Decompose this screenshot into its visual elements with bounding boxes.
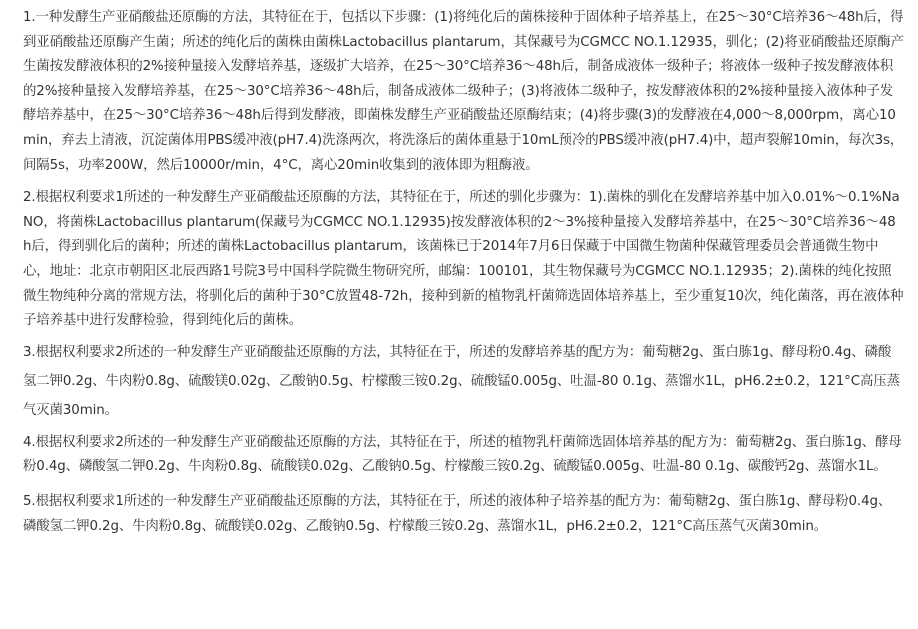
claim-3: 3.根据权利要求2所述的一种发酵生产亚硝酸盐还原酶的方法，其特征在于，所述的发酵培养基的配方为：葡萄糖2g、蛋白胨1g、酵母粉0.4g、磷酸氢二钾0.2g、牛肉粉0.8g、硫酸镁0.02g、乙酸钠0.5g、柠檬酸三铵0.2g、硫酸锰0.005g、吐温-80 0.1g、蒸馏水1L，pH6.2±0.2，121°C高压蒸气灭菌30min。	[23, 344, 900, 418]
claim-2: 2.根据权利要求1所述的一种发酵生产亚硝酸盐还原酶的方法，其特征在于，所述的驯化步骤为：1).菌株的驯化在发酵培养基中加入0.01%～0.1%NaNO，将菌株Lactobacillus plantarum(保藏号为CGMCC NO.1.12935)按发酵液体积的2～3%接种量接入发酵培养基中，在25～30°C培养36～48h后，得到驯化后的菌种；所述的菌株Lactobacillus plantarum，该菌株已于2014年7月6日保藏于中国微生物菌种保藏管理委员会普通微生物中心，地址：北京市朝阳区北辰西路1号院3号中国科学院微生物研究所，邮编：100101，其生物保藏号为CGMCC NO.1.12935；2).菌株的纯化按照微生物纯种分离的常规方法，将驯化后的菌种于30°C放置48-72h，接种到新的植物乳杆菌筛选固体培养基上，至少重复10次，纯化菌落，再在液体种子培养基中进行发酵检验，得到纯化后的菌株。	[23, 190, 904, 329]
claim-4: 4.根据权利要求2所述的一种发酵生产亚硝酸盐还原酶的方法，其特征在于，所述的植物乳杆菌筛选固体培养基的配方为：葡萄糖2g、蛋白胨1g、酵母粉0.4g、磷酸氢二钾0.2g、牛肉粉0.8g、硫酸镁0.02g、乙酸钠0.5g、柠檬酸三铵0.2g、硫酸锰0.005g、吐温-80 0.1g、碳酸钙2g、蒸馏水1L。	[23, 434, 902, 475]
claim-5: 5.根据权利要求1所述的一种发酵生产亚硝酸盐还原酶的方法，其特征在于，所述的液体种子培养基的配方为：葡萄糖2g、蛋白胨1g、酵母粉0.4g、磷酸氢二钾0.2g、牛肉粉0.8g、硫酸镁0.02g、乙酸钠0.5g、柠檬酸三铵0.2g、蒸馏水1L，pH6.2±0.2，121°C高压蒸气灭菌30min。	[23, 493, 892, 534]
claim-1: 1.一种发酵生产亚硝酸盐还原酶的方法，其特征在于，包括以下步骤：(1)将纯化后的菌株接种于固体种子培养基上，在25～30°C培养36～48h后，得到亚硝酸盐还原酶产生菌；所述的纯化后的菌株由菌株Lactobacillus plantarum，其保藏号为CGMCC NO.1.12935，驯化；(2)将亚硝酸盐还原酶产生菌按发酵液体积的2%接种量接入发酵培养基，逐级扩大培养，在25～30°C培养36～48h后，制备成液体一级种子；将液体一级种子按发酵液体积的2%接种量接入发酵培养基，在25～30°C培养36～48h后，制备成液体二级种子；(3)将液体二级种子，按发酵液体积的2%接种量接入液体种子发酵培养基中，在25～30°C培养36～48h后得到发酵液，即菌株发酵生产亚硝酸盐还原酶结束；(4)将步骤(3)的发酵液在4,000～8,000rpm，离心10min，弃去上清液，沉淀菌体用PBS缓冲液(pH7.4)洗涤两次，将洗涤后的菌体重悬于10mL预冷的PBS缓冲液(pH7.4)中，超声裂解10min，每次3s，间隔5s，功率200W，然后10000r/min，4°C，离心20min收集到的液体即为粗酶液。	[23, 10, 904, 173]
